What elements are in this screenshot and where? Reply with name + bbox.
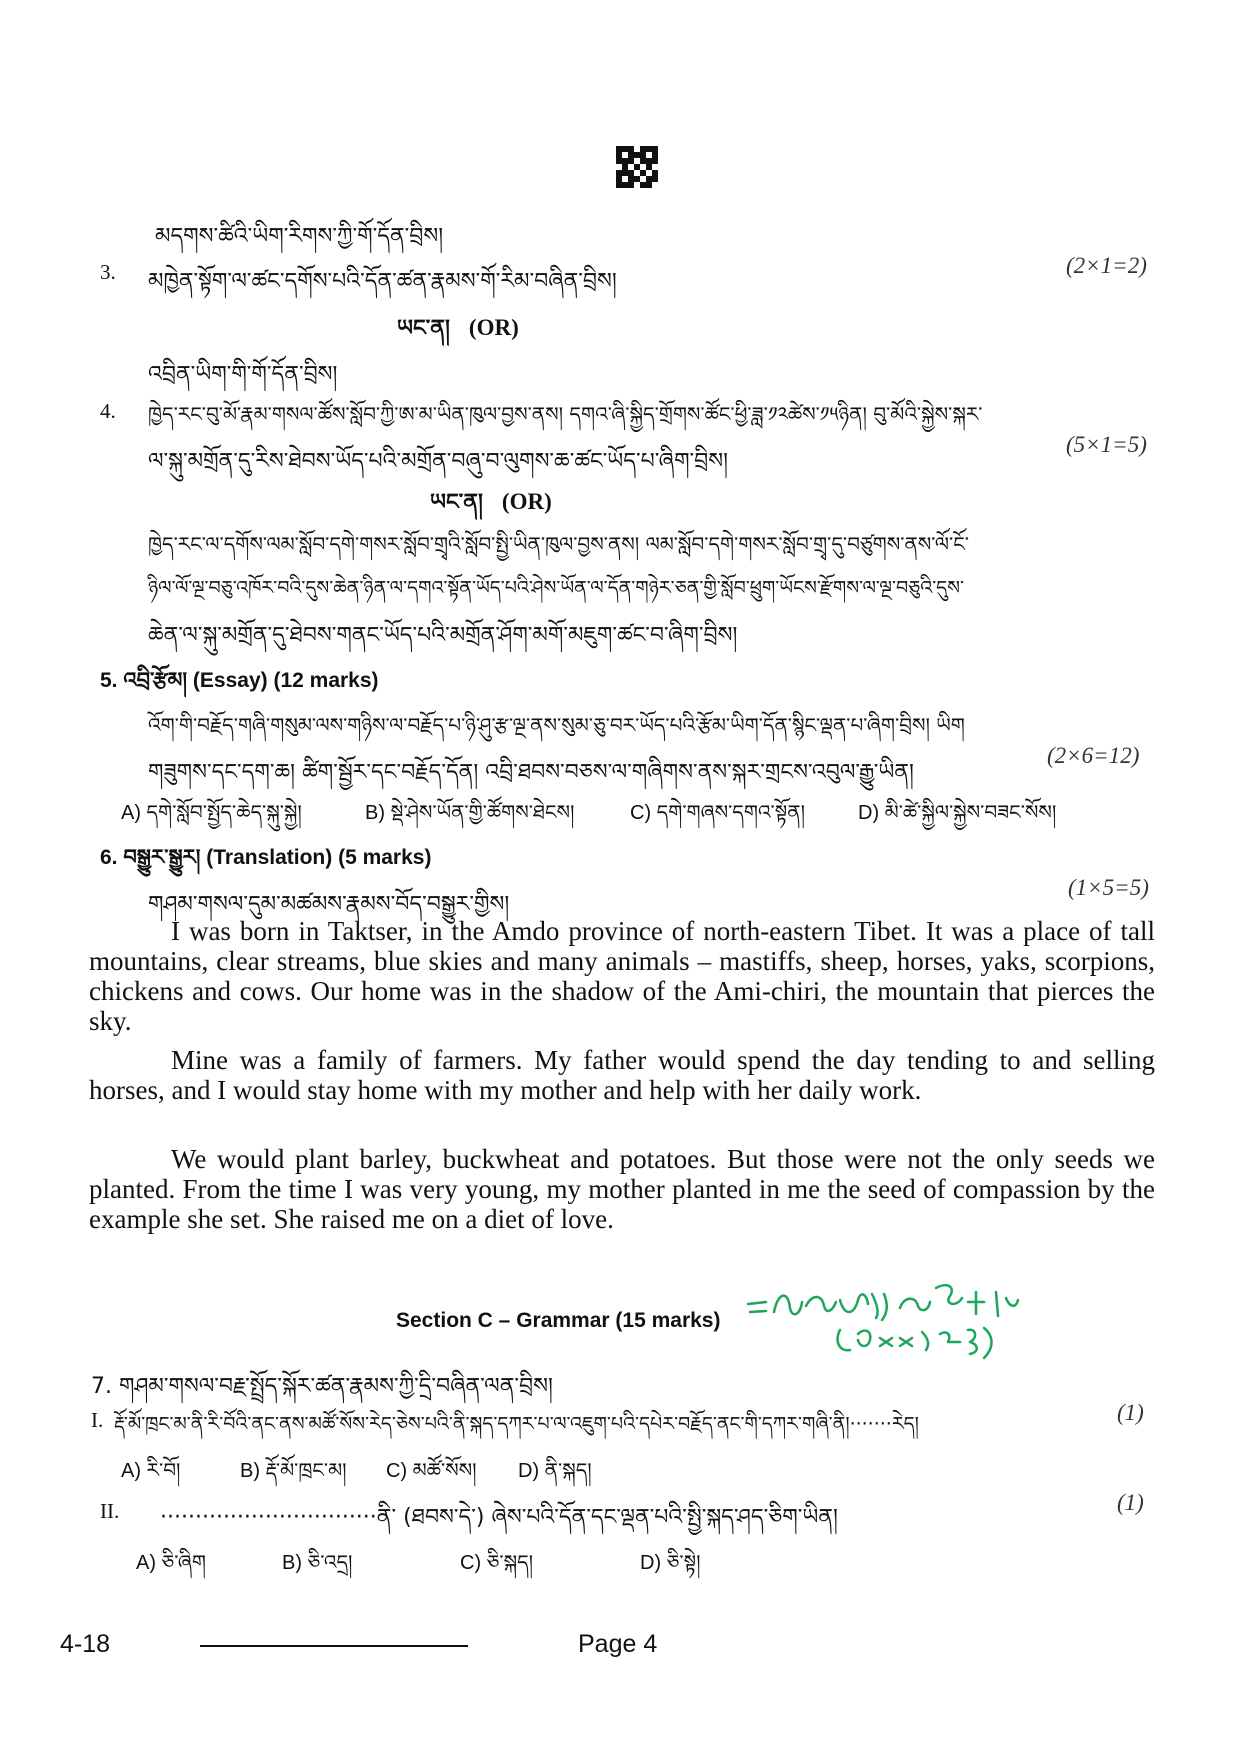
q3-preline: མདགས་ཚིའི་ཡིག་རིགས་ཀྱི་གོ་དོན་བྲིས། (155, 224, 444, 249)
q5-line2: གཟུགས་དང་དག་ཆ། ཚིག་སྦྱོར་དང་བརྗོད་དོན། འབྲི་ཐབས་བཅས་ལ་གཞིགས་ནས་སྐར་གྲངས་འབུལ་རྒྱུ་ཡིན། (148, 760, 914, 785)
or-tibetan: ཡང་ན། (397, 316, 450, 341)
q4-marks: (5×1=5) (1066, 432, 1147, 457)
q4-line1: ཁྱེད་རང་བུ་མོ་རྣམ་གསལ་ཚོས་སློབ་ཀྱི་ཨ་མ་ཡིན་ཁུལ་བྱས་ནས། དགའ་ཞི་སྐྱིད་གྲོགས་ཚོང་ཕྱི་ཟླ་༡༢ཚེས་༡༥ཉིན། བུ་མོའི་སྐྱེས་སྐར་ (148, 402, 983, 426)
q5-option-c: C) དགེ་གཞས་དགའ་སྟོན། (630, 802, 806, 824)
footer-divider (200, 1645, 468, 1647)
q7-ii-option-d: D) ཅི་སྟེ། (640, 1552, 701, 1574)
q7-ii-number: II. (100, 1499, 120, 1523)
q3-number: 3. (100, 260, 116, 284)
q5-option-b: B) སྡེ་ཤེས་ཡོན་གྱི་ཚོགས་ཐེངས། (365, 802, 575, 824)
q7-ii-text: ·······························ནི་ (ཐབས་དེ་) ཞེས་པའི་དོན་དང་ལྡན་པའི་སྤྱི་སྐད་ཤད་ཅིག་ཡིན། (160, 1505, 838, 1530)
paper-code: 4-18 (60, 1630, 111, 1658)
q7-i-option-a: A) རི་བོ། (121, 1460, 181, 1482)
q7-i-option-b: B) རྡོ་མོ་ཁྲང་མ། (240, 1460, 347, 1482)
q6-heading: 6. བསྒྱུར་སྒྱུར། (Translation) (5 marks) (100, 846, 432, 869)
or2-line1: ཁྱེད་རང་ལ་དགོས་ལམ་སློབ་དགེ་གསར་སློབ་གྲྭའི་སློབ་སྤྱི་ཡིན་ཁུལ་བྱས་ནས། ལམ་སློབ་དགེ་གསར་སློབ་གྲྭ་དུ་བཙུགས་ནས་ལོ་ངོ་ (148, 532, 969, 556)
q5-option-d: D) མི་ཚེ་སྐྱིལ་སྐྱེས་བཟང་སོས། (858, 802, 1057, 824)
section-c-heading: Section C – Grammar (15 marks) (396, 1309, 721, 1332)
q5-heading: 5. འབྲི་རྩོམ། (Essay) (12 marks) (100, 669, 379, 692)
or-tibetan: ཡང་ན། (430, 490, 483, 515)
translation-paragraph-1: I was born in Taktser, in the Amdo province of north-eastern Tibet. It was a place of tall mountains, clear streams, blue skies and many animals – mastiffs, sheep, horses, yaks, scorpions, chickens and cows. Our home was in the shadow of the Ami-chiri, the mountain that pierces the sky. (89, 916, 1155, 1036)
or2-line3: ཆེན་ལ་སྐུ་མགྲོན་དུ་ཐེབས་གནང་ཡོད་པའི་མགྲོན་ཤོག་མགོ་མཇུག་ཚང་བ་ཞིག་བྲིས། (148, 623, 738, 648)
or-divider-1 (397, 303, 519, 365)
q3-marks: (2×1=2) (1066, 253, 1147, 278)
q6-line: གཤམ་གསལ་དུམ་མཚམས་རྣམས་བོད་བསྒྱུར་གྱིས། (148, 892, 510, 917)
q7-ii-option-b: B) ཅི་འདྲ། (282, 1552, 353, 1574)
or-english: (OR) (501, 489, 552, 514)
q7-ii-option-c: C) ཅི་སྐད། (460, 1552, 534, 1574)
translation-paragraph-3: We would plant barley, buckwheat and potatoes. But those were not the only seeds we planted. From the time I was very young, my mother planted in me the seed of compassion by the example she set. She raised me on a diet of love. (89, 1144, 1155, 1234)
or-english: (OR) (468, 315, 519, 340)
q4-number: 4. (100, 399, 116, 423)
q7-i-option-c: C) མཚོ་སོས། (386, 1460, 477, 1482)
or2-line2: ཉིལ་ལོ་ལྔ་བཅུ་འཁོར་བའི་དུས་ཆེན་ཉིན་ལ་དགའ་སྟོན་ཡོད་པའི་ཤེས་ཡོན་ལ་དོན་གཉེར་ཅན་གྱི་སློབ་ཕྲུག་ཡོངས་རྫོགས་ལ་ལྔ་བཅུའི་དུས་ (148, 577, 964, 599)
q7-i-option-d: D) ནི་སྐད། (518, 1460, 592, 1482)
page-number: Page 4 (578, 1630, 658, 1658)
or1-line: འབྲིན་ཡིག་གི་གོ་དོན་བྲིས། (148, 362, 338, 387)
q5-marks: (2×6=12) (1047, 743, 1140, 768)
q3-text: མཁྱེན་སྟོག་ལ་ཚང་དགོས་པའི་དོན་ཚན་རྣམས་གོ་རིམ་བཞིན་བྲིས། (148, 269, 617, 294)
q5-line1: འོག་གི་བརྗོད་གཞི་གསུམ་ལས་གཉིས་ལ་བརྗོད་པ་ཉི་ཤུ་རྩ་ལྔ་ནས་སུམ་ཅུ་བར་ཡོད་པའི་རྩོམ་ཡིག་དོན་སྙིང་ལྡན་པ་ཞིག་བྲིས། ཡིག (148, 713, 965, 737)
handwritten-annotation (740, 1272, 1070, 1367)
q7-ii-marks: (1) (1117, 1490, 1144, 1515)
q7-i-text: རྡོ་མོ་ཁྲང་མ་ནི་རི་བོའི་ནང་ནས་མཚོ་སོས་རེད་ཅེས་པའི་ནི་སྐད་དཀར་པ་ལ་འཇུག་པའི་དཔེར་བརྗོད་ནང་གི་དཀར་གཞི་ནི།·······རེད། (114, 1413, 919, 1435)
q7-i-marks: (1) (1117, 1400, 1144, 1425)
q5-option-a: A) དགེ་སློབ་སྤྱོད་ཆེད་སྐུ་སྐྱེ། (121, 802, 302, 824)
translation-paragraph-2: Mine was a family of farmers. My father would spend the day tending to and selling horses, and I would stay home with my mother and help with her daily work. (89, 1045, 1155, 1105)
q6-marks: (1×5=5) (1068, 875, 1149, 900)
q4-line2: ལ་སྐུ་མགྲོན་དུ་རིས་ཐེབས་ཡོད་པའི་མགྲོན་བཞུ་བ་ལུགས་ཆ་ཚང་ཡོད་པ་ཞིག་བྲིས། (148, 449, 729, 474)
qr-code-icon (616, 146, 658, 188)
q7-instruction: 7. གཤམ་གསལ་བརྗ་སྤྲོད་སྐོར་ཚན་རྣམས་ཀྱི་དྲི་བཞིན་ལན་བྲིས། (91, 1374, 553, 1399)
q7-ii-option-a: A) ཅི་ཞིག (136, 1552, 206, 1574)
q7-i-number: I. (91, 1408, 104, 1432)
